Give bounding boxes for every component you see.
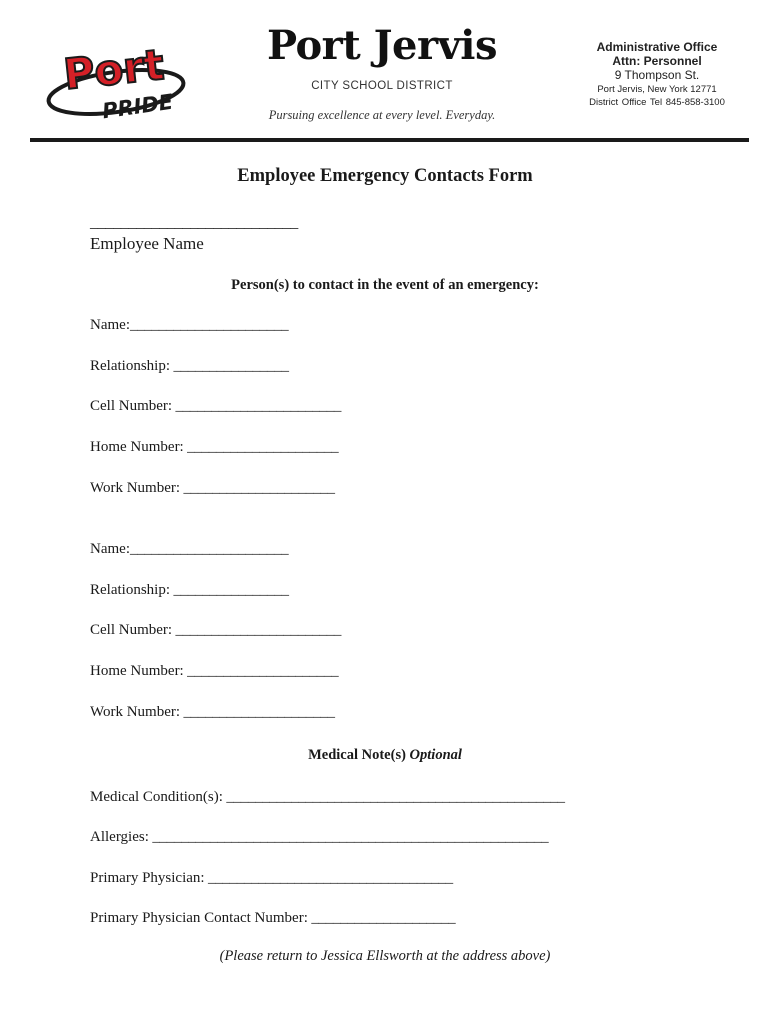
name-label: Name:	[90, 541, 130, 557]
medical-conditions-row	[90, 789, 565, 806]
employee-name-label: Employee Name	[90, 234, 204, 253]
allergies-row	[90, 829, 548, 846]
office-line-2: Attn: Personnel	[612, 54, 702, 68]
contact-2-home-row	[90, 663, 338, 680]
office-line-1: Administrative Office	[596, 40, 718, 54]
medical-conditions-field[interactable]: _______________________________________________	[222, 789, 565, 805]
home-label: Home Number:	[90, 439, 184, 455]
office-address	[572, 40, 742, 109]
office-line-5: District Office Tel 845-858-3100	[589, 97, 725, 108]
contact-1-name-row	[90, 317, 288, 334]
employee-name-field[interactable]: ___________________________	[90, 214, 298, 231]
office-line-3: 9 Thompson St.	[614, 68, 700, 82]
district-tagline: Pursuing excellence at every level. Everyday.	[268, 108, 496, 122]
contact-1-cell-row	[90, 398, 341, 415]
port-pride-logo	[44, 34, 194, 124]
work-label: Work Number:	[90, 704, 181, 720]
svg-text:PRIDE: PRIDE	[100, 89, 175, 124]
name-label: Name:	[90, 317, 130, 333]
contact-1-home-row	[90, 439, 338, 456]
cell-label: Cell Number:	[90, 622, 173, 638]
contact-1-work-field[interactable]: _____________________	[180, 480, 335, 496]
medical-optional-label: Optional	[409, 747, 462, 763]
form-title: Employee Emergency Contacts Form	[237, 166, 533, 186]
physician-contact-label: Primary Physician Contact Number:	[90, 910, 308, 926]
relationship-label: Relationship:	[90, 582, 170, 598]
work-label: Work Number:	[90, 480, 181, 496]
office-line-4: Port Jervis, New York 12771	[597, 84, 717, 95]
physician-row	[90, 870, 453, 887]
district-subtitle: CITY SCHOOL DISTRICT	[311, 80, 453, 92]
contact-2-relationship-row	[90, 582, 289, 599]
cell-label: Cell Number:	[90, 398, 173, 414]
medical-conditions-label: Medical Condition(s):	[90, 789, 223, 805]
contact-1-relationship-field[interactable]: ________________	[170, 358, 289, 374]
physician-contact-row	[90, 910, 455, 927]
header-divider	[30, 138, 749, 142]
contact-2-work-row	[90, 704, 335, 721]
contact-2-name-row	[90, 541, 288, 558]
contact-heading: Person(s) to contact in the event of an emergency:	[231, 277, 539, 293]
medical-heading-label: Medical Note(s)	[308, 747, 406, 763]
physician-contact-field[interactable]: ____________________	[307, 910, 456, 926]
contact-2-work-field[interactable]: _____________________	[180, 704, 335, 720]
contact-2-cell-field[interactable]: _______________________	[172, 622, 342, 638]
contact-2-home-field[interactable]: _____________________	[183, 663, 339, 679]
contact-2-name-field[interactable]: ______________________	[129, 541, 289, 557]
contact-1-name-field[interactable]: ______________________	[129, 317, 289, 333]
contact-2-cell-row	[90, 622, 341, 639]
contact-1-relationship-row	[90, 358, 289, 375]
physician-label: Primary Physician:	[90, 870, 205, 886]
allergies-label: Allergies:	[90, 829, 149, 845]
svg-text:Port: Port	[61, 39, 167, 100]
home-label: Home Number:	[90, 663, 184, 679]
physician-field[interactable]: __________________________________	[204, 870, 453, 886]
relationship-label: Relationship:	[90, 358, 170, 374]
contact-1-cell-field[interactable]: _______________________	[172, 398, 342, 414]
contact-1-home-field[interactable]: _____________________	[183, 439, 339, 455]
district-name: Port Jervis	[266, 22, 498, 69]
contact-1-work-row	[90, 480, 335, 497]
contact-2-relationship-field[interactable]: ________________	[170, 582, 289, 598]
allergies-field[interactable]: _______________________________________________________	[148, 829, 549, 845]
return-note: (Please return to Jessica Ellsworth at the address above)	[219, 948, 551, 964]
medical-heading	[0, 747, 770, 764]
